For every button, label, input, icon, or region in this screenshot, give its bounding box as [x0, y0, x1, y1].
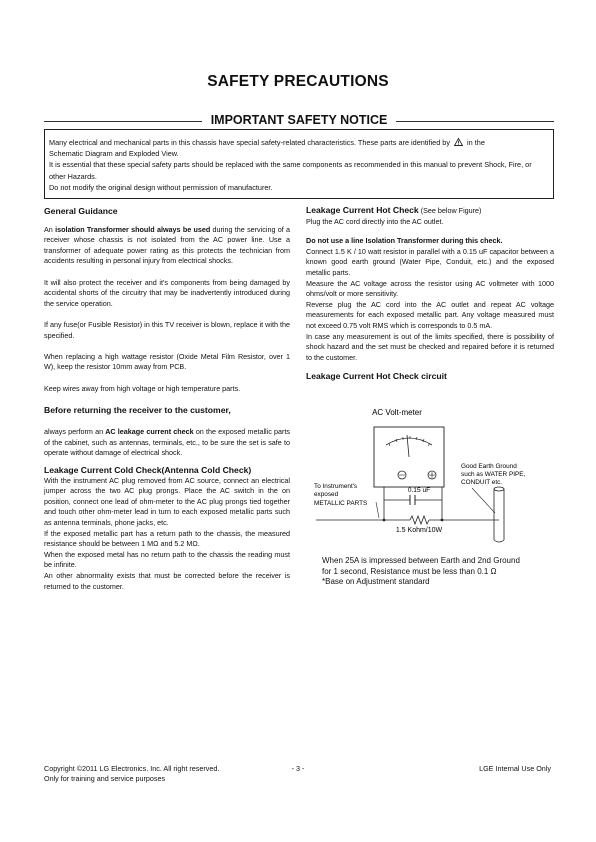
- safety-notice-box: [44, 129, 554, 199]
- general-paragraph-3: If any fuse(or Fusible Resistor) in this TV receiver is blown, replace it with the specified.: [44, 319, 290, 340]
- notice-line-1-text: Many electrical and mechanical parts in this chassis have special safety-related characteristics. These parts are identified by: [49, 138, 450, 147]
- page-title: SAFETY PRECAUTIONS: [207, 73, 389, 90]
- cold-check-paragraph-3: When the exposed metal has no return path to the chassis the reading must be infinite.: [44, 549, 290, 570]
- footer-left: [44, 764, 219, 783]
- footer-internal-use: LGE Internal Use Only: [479, 764, 551, 773]
- caption-line-2: for 1 second, Resistance must be less than 0.1 Ω: [322, 566, 497, 576]
- before-returning-paragraph: [44, 427, 290, 459]
- right-column: [306, 205, 554, 382]
- notice-line-4: Do not modify the original design without permission of manufacturer.: [49, 182, 273, 192]
- hot-check-circuit-heading: Leakage Current Hot Check circuit: [306, 371, 447, 382]
- resistance-caption: [322, 556, 554, 588]
- general-paragraph-2: It will also protect the receiver and it's components from being damaged by accidental shorts of the circuitry that may be inadvertently introduced during the service operation.: [44, 277, 290, 308]
- page-number: - 3 -: [291, 764, 305, 773]
- left-column: [44, 206, 290, 592]
- right-label-3: CONDUIT etc.: [461, 479, 503, 486]
- bold-span: AC leakage current check: [105, 427, 194, 437]
- hot-check-paragraph-5: In case any measurement is out of the limits specified, there is possibility of shock hazard and the set must be checked and repaired before it is returned to the customer.: [306, 331, 554, 362]
- cold-check-heading: Leakage Current Cold Check(Antenna Cold Check): [44, 465, 252, 476]
- ground-pipe-symbol: [494, 487, 504, 542]
- capacitor-label: 0.15 uF: [407, 487, 431, 494]
- hot-check-heading-suffix: (See below Figure): [420, 206, 482, 215]
- right-label-2: such as WATER PIPE,: [461, 471, 526, 478]
- left-label-2: exposed: [314, 491, 339, 498]
- left-label-1: To Instrument's: [314, 483, 358, 490]
- general-guidance-heading: General Guidance: [44, 206, 118, 216]
- footer-training: Only for training and service purposes: [44, 773, 166, 783]
- left-label-pointer: [376, 502, 379, 518]
- right-label-1: Good Earth Ground: [461, 463, 517, 470]
- bold-span: isolation Transformer should always be used: [55, 224, 211, 234]
- hot-check-paragraph-2: Connect 1.5 K / 10 watt resistor in parallel with a 0.15 uF capacitor between a known good earth ground (Water Pipe, Conduit, etc.) and the exposed metallic parts.: [306, 246, 554, 277]
- left-label-3: METALLIC PARTS: [314, 500, 368, 507]
- warning-triangle-icon: [454, 138, 463, 146]
- notice-title: IMPORTANT SAFETY NOTICE: [210, 113, 388, 127]
- text-span: on the exposed metallic parts of the cabinet, such as antennas, terminals, etc., to be sure the set is safe to operate without damage of electrical shock.: [44, 427, 290, 458]
- hot-check-paragraph-4: Reverse plug the AC cord into the AC outlet and repeat AC voltage measurements for each exposed metallic part. Any voltage measured must not exceed 0.75 volt RMS which is corresponds to 0.5 mA.: [306, 299, 554, 330]
- text-span: An: [44, 224, 53, 234]
- resistor-symbol: [410, 516, 429, 524]
- text-span: during the servicing of a receiver whose chassis is not isolated from the AC power line. Use a transformer of adequate power rating as this protects the technician from accidents resulting in personal injury from electrical shocks.: [44, 224, 290, 266]
- hot-check-warning: [306, 236, 554, 247]
- notice-header: [44, 113, 554, 129]
- general-paragraph-5: Keep wires away from high voltage or high temperature parts.: [44, 383, 241, 393]
- footer-copyright: Copyright ©2011 LG Electronics. Inc. All right reserved.: [44, 764, 220, 773]
- notice-line-2: Schematic Diagram and Exploded View.: [49, 149, 179, 159]
- caption-line-1: When 25A is impressed between Earth and 2nd Ground: [322, 556, 520, 565]
- general-paragraph-4: When replacing a high wattage resistor (Oxide Metal Film Resistor, over 1 W), keep the resistor 10mm away from PCB.: [44, 351, 290, 372]
- notice-line-3: It is essential that these special safety parts should be replaced with the same components as recommended in this manual to prevent Shock, Fire, or other Hazards.: [49, 160, 532, 181]
- text-span: always perform an: [44, 427, 104, 437]
- cold-check-paragraph-2: If the exposed metallic part has a return path to the chassis, the measured resistance should be between 1 MΩ and 5.2 MΩ.: [44, 528, 290, 549]
- notice-rule-right: [396, 121, 554, 122]
- caption-line-3: *Base on Adjustment standard: [322, 577, 430, 586]
- hot-check-warning-text: Do not use a line Isolation Transformer during this check.: [306, 236, 503, 246]
- hot-check-circuit-diagram: [306, 405, 556, 550]
- before-returning-heading: Before returning the receiver to the customer,: [44, 404, 231, 415]
- right-label-pointer: [472, 488, 495, 513]
- cold-check-paragraph-4: An other abnormality exists that must be corrected before the receiver is returned to the customer.: [44, 571, 290, 591]
- hot-check-heading: Leakage Current Hot Check: [306, 205, 419, 215]
- hot-check-paragraph-1: Plug the AC cord directly into the AC outlet.: [306, 216, 444, 226]
- general-paragraph-1: [44, 225, 290, 267]
- hot-check-heading-line: [306, 205, 554, 217]
- hot-check-paragraph-3: Measure the AC voltage across the resistor using AC voltmeter with 1000 ohms/volt or more sensitivity.: [306, 278, 554, 299]
- cold-check-paragraph-1: With the instrument AC plug removed from AC source, connect an electrical jumper across the two AC plug prongs. Place the AC switch in the on position, connect one lead of ohm-meter to the AC plug prongs tied together and touch other ohm-meter lead in turn to each exposed metallic parts such as antenna terminals, phone jacks, etc.: [44, 475, 290, 528]
- resistor-label: 1.5 Kohm/10W: [395, 527, 443, 534]
- meter-label: AC Volt-meter: [372, 408, 422, 417]
- notice-line-1: [49, 137, 547, 148]
- notice-line-1-end: in the: [467, 138, 485, 147]
